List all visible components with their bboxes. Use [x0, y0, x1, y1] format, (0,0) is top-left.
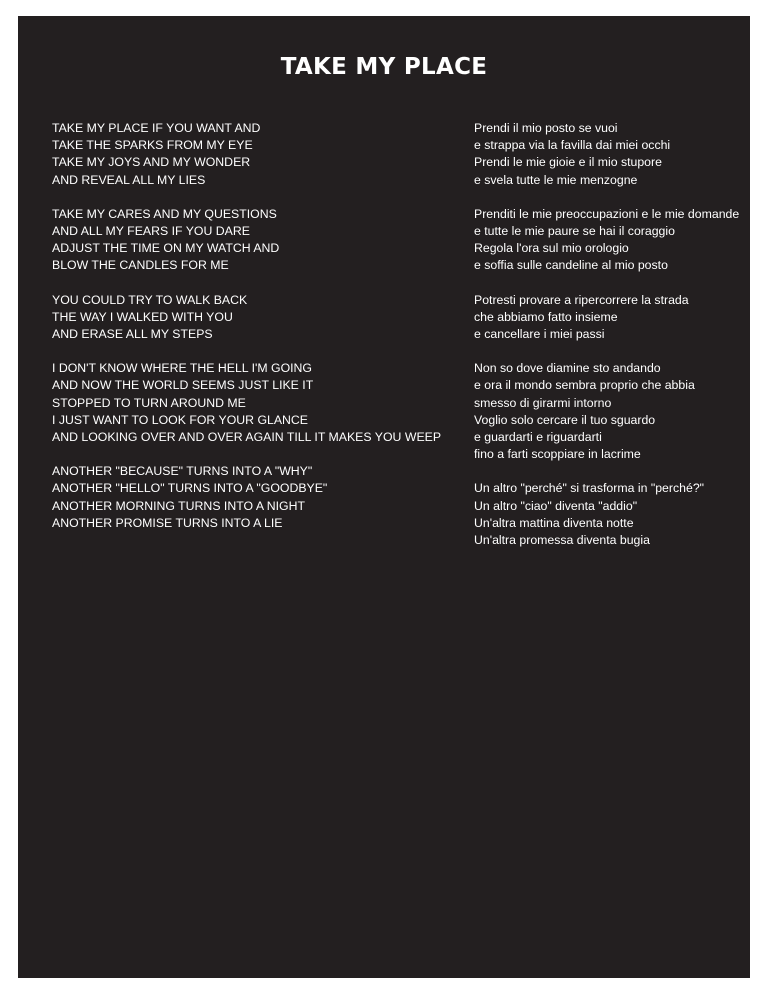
- english-stanza-4: I DON'T KNOW WHERE THE HELL I'M GOING AND NOW THE WORLD SEEMS JUST LIKE IT STOPPED TO TURN AROUND ME I JUST WANT TO LOOK FOR YOUR GLANCE AND LOOKING OVER AND OVER AGAIN TILL IT MAKES YOU WEEP: [52, 361, 442, 445]
- italian-stanza-4: Non so dove diamine sto andando e ora il mondo sembra proprio che abbia smesso di girarmi intorno Voglio solo cercare il tuo sguardo e guardarti e riguardarti fino a farti scoppiare in lacrime: [474, 361, 695, 462]
- italian-stanza-1: Prendi il mio posto se vuoi e strappa via la favilla dai miei occhi Prendi le mie gioie e il mio stupore e svela tutte le mie menzogne: [474, 121, 671, 187]
- italian-stanza-5: Un altro "perché" si trasforma in "perché?" Un altro "ciao" diventa "addio" Un'altra mattina diventa notte Un'altra promessa diventa bugia: [474, 481, 705, 548]
- english-stanza-3: YOU COULD TRY TO WALK BACK THE WAY I WALKED WITH YOU AND ERASE ALL MY STEPS: [52, 292, 248, 342]
- english-stanza-5: ANOTHER "BECAUSE" TURNS INTO A "WHY" ANOTHER "HELLO" TURNS INTO A "GOODBYE" ANOTHER MORNING TURNS INTO A NIGHT ANOTHER PROMISE TURNS INTO A LIE: [52, 464, 328, 530]
- lyrics-page: [18, 16, 750, 978]
- italian-stanza-2: Prenditi le mie preoccupazioni e le mie domande e tutte le mie paure se hai il coraggio Regola l'ora sul mio orologio e soffia sulle candeline al mio posto: [474, 206, 740, 273]
- italian-stanza-3: Potresti provare a ripercorrere la strada che abbiamo fatto insieme e cancellare i miei passi: [474, 292, 689, 342]
- english-stanza-2: TAKE MY CARES AND MY QUESTIONS AND ALL MY FEARS IF YOU DARE ADJUST THE TIME ON MY WATCH AND BLOW THE CANDLES FOR ME: [52, 206, 280, 273]
- english-lyrics-column: [52, 120, 462, 549]
- english-stanza-1: TAKE MY PLACE IF YOU WANT AND TAKE THE SPARKS FROM MY EYE TAKE MY JOYS AND MY WONDER AND REVEAL ALL MY LIES: [52, 121, 261, 187]
- italian-lyrics-column: [474, 120, 744, 566]
- page-title: TAKE MY PLACE: [280, 54, 488, 80]
